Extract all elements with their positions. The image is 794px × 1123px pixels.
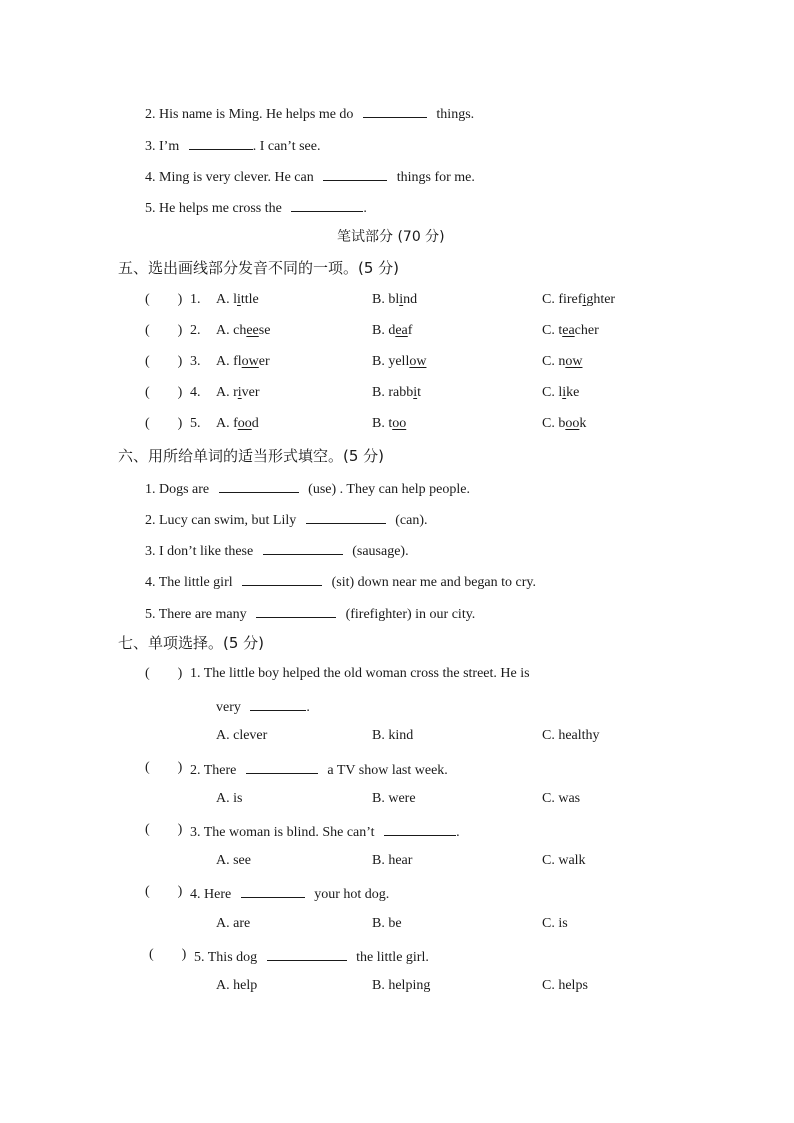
answer-blank[interactable] xyxy=(363,103,427,118)
option-b[interactable]: B. hear xyxy=(372,853,413,868)
sec6-item-1: 1. Dogs are (use) . They can help people. xyxy=(145,478,470,499)
option-b[interactable]: B. helping xyxy=(372,978,431,993)
option-a[interactable]: A. help xyxy=(216,978,258,993)
option-b[interactable]: B. be xyxy=(372,916,402,931)
answer-blank[interactable] xyxy=(241,883,305,898)
item-text: things. xyxy=(436,107,475,122)
sec6-item-4: 4. The little girl (sit) down near me and began to cry. xyxy=(145,571,536,592)
option-c: C. like xyxy=(542,385,580,400)
section-6-title: 六、用所给单词的适当形式填空。(5 分) xyxy=(118,447,385,465)
answer-blank[interactable] xyxy=(291,197,363,212)
question-number: 4. xyxy=(190,385,201,400)
option-c: C. book xyxy=(542,416,587,431)
option-c[interactable]: C. walk xyxy=(542,853,586,868)
item-text: 5. He helps me cross the xyxy=(145,201,282,216)
option-a: A. little xyxy=(216,292,259,307)
answer-paren[interactable]: ( ) xyxy=(145,822,183,837)
answer-paren[interactable]: ( ) xyxy=(145,666,183,681)
option-a: A. river xyxy=(216,385,260,400)
option-b[interactable]: B. were xyxy=(372,791,416,806)
answer-paren[interactable]: ( ) xyxy=(145,323,183,338)
option-c[interactable]: C. helps xyxy=(542,978,588,993)
item-text: . I can’t see. xyxy=(252,139,321,154)
answer-paren[interactable]: ( ) xyxy=(145,292,183,307)
option-b: B. rabbit xyxy=(372,385,421,400)
answer-blank[interactable] xyxy=(323,166,387,181)
answer-paren[interactable]: ( ) xyxy=(149,947,187,962)
option-a: A. cheese xyxy=(216,323,271,338)
question-3-text: 3. The woman is blind. She can’t . xyxy=(190,821,460,842)
answer-blank[interactable] xyxy=(250,696,306,711)
written-part-header: 笔试部分 (70 分) xyxy=(337,229,445,245)
option-a: A. flower xyxy=(216,354,270,369)
question-number: 1. xyxy=(190,292,201,307)
answer-paren[interactable]: ( ) xyxy=(145,760,183,775)
option-c[interactable]: C. is xyxy=(542,916,568,931)
answer-blank[interactable] xyxy=(384,821,456,836)
sec6-item-5: 5. There are many (firefighter) in our city. xyxy=(145,603,475,624)
answer-blank[interactable] xyxy=(306,509,386,524)
answer-blank[interactable] xyxy=(267,946,347,961)
question-4-text: 4. Here your hot dog. xyxy=(190,883,389,904)
sec6-item-2: 2. Lucy can swim, but Lily (can). xyxy=(145,509,428,530)
section-5-title: 五、选出画线部分发音不同的一项。(5 分) xyxy=(118,259,400,277)
answer-blank[interactable] xyxy=(246,759,318,774)
answer-blank[interactable] xyxy=(219,478,299,493)
option-a: A. food xyxy=(216,416,259,431)
section-7-title: 七、单项选择。(5 分) xyxy=(118,634,265,652)
item-text: things for me. xyxy=(396,170,475,185)
option-c[interactable]: C. healthy xyxy=(542,728,600,743)
option-a[interactable]: A. are xyxy=(216,916,251,931)
answer-blank[interactable] xyxy=(256,603,336,618)
answer-paren[interactable]: ( ) xyxy=(145,354,183,369)
option-b: B. blind xyxy=(372,292,418,307)
answer-paren[interactable]: ( ) xyxy=(145,385,183,400)
item-text: 3. I’m xyxy=(145,139,180,154)
answer-paren[interactable]: ( ) xyxy=(145,884,183,899)
answer-blank[interactable] xyxy=(189,135,253,150)
option-b: B. too xyxy=(372,416,407,431)
answer-blank[interactable] xyxy=(242,571,322,586)
option-a[interactable]: A. see xyxy=(216,853,251,868)
option-b: B. deaf xyxy=(372,323,413,338)
part4-item-4 xyxy=(145,166,475,187)
option-c[interactable]: C. was xyxy=(542,791,581,806)
sec6-item-3: 3. I don’t like these (sausage). xyxy=(145,540,409,561)
part4-item-5 xyxy=(145,197,367,218)
question-number: 2. xyxy=(190,323,201,338)
option-c: C. teacher xyxy=(542,323,599,338)
question-number: 3. xyxy=(190,354,201,369)
answer-paren[interactable]: ( ) xyxy=(145,416,183,431)
answer-blank[interactable] xyxy=(263,540,343,555)
question-2-text: 2. There a TV show last week. xyxy=(190,759,448,780)
item-text: 2. His name is Ming. He helps me do xyxy=(145,107,354,122)
part4-item-3 xyxy=(145,135,320,156)
question-5-text: 5. This dog the little girl. xyxy=(194,946,429,967)
option-a[interactable]: A. clever xyxy=(216,728,268,743)
part4-item-2 xyxy=(145,103,474,124)
question-1-text: 1. The little boy helped the old woman cross the street. He is xyxy=(190,666,530,681)
item-text: 4. Ming is very clever. He can xyxy=(145,170,314,185)
option-c: C. now xyxy=(542,354,583,369)
question-1-line2: very . xyxy=(216,696,310,717)
option-a[interactable]: A. is xyxy=(216,791,243,806)
option-b[interactable]: B. kind xyxy=(372,728,414,743)
question-number: 5. xyxy=(190,416,201,431)
item-text: . xyxy=(363,201,367,216)
option-b: B. yellow xyxy=(372,354,427,369)
option-c: C. firefighter xyxy=(542,292,616,307)
